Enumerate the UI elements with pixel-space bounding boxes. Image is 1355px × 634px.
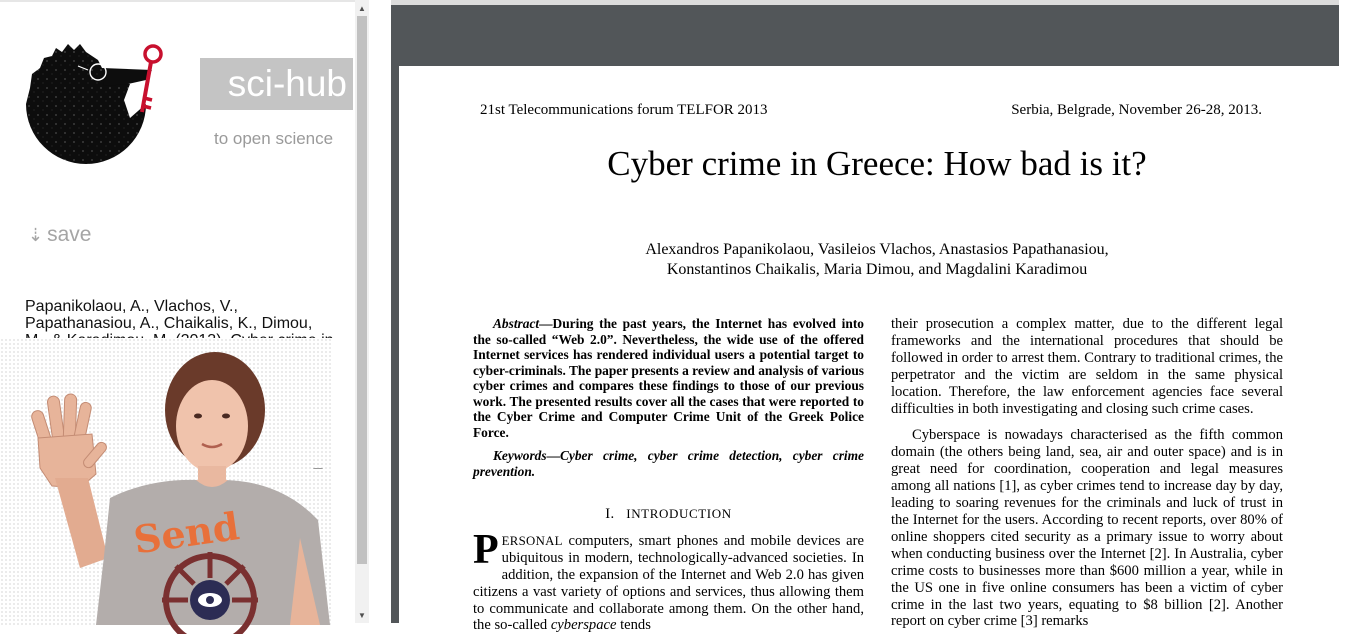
brand-title[interactable]: sci-hub [200, 58, 353, 110]
viewer-top-border [391, 0, 1339, 5]
pdf-viewer[interactable] [391, 0, 1339, 634]
keywords: Keywords—Cyber crime, cyber crime detection, cyber crime prevention. [473, 448, 864, 479]
intro-text-b: tends [616, 617, 651, 634]
body-paragraph-2: Cyberspace is nowadays characterised as the fifth common domain (the others being land, sea, air and outer space) and is in great need for coordination, cooperation and legal measures among all nations [1], as cyber crimes tend to increase day by day, leading to soaring revenues for the criminals and luck of trust in the Internet for the users. According to recent reports, over 80% of online shoppers cited security as a primary issue to worry about when conducting business over the Internet [2]. In Australia, cyber crime costs to businesses more than $600 million a year, while in the US one in five online consumers has been a victim of cyber crime in the last two years, equating to $8 billion [2]. Another report on cyber crime [3] remarks [891, 427, 1283, 630]
abstract-label: Abstract [493, 316, 540, 331]
body-paragraph-1: their prosecution a complex matter, due to the different legal frameworks and the international procedures that should be followed in order to arrest them. Contrary to traditional crimes, the perpetrator and the victim are seldom in the same physical location. Therefore, the law enforcement agencies face several difficulties in both investigating and closing such crime cases. [891, 316, 1283, 417]
scroll-up-arrow-icon[interactable]: ▲ [358, 4, 366, 13]
citation-text: Papanikolaou, A., Vlachos, V., Papathanasiou, A., Chaikalis, K., Dimou, [25, 298, 313, 332]
paper-title: Cyber crime in Greece: How bad is it? [607, 144, 1147, 183]
waving-hand [30, 394, 108, 488]
down-arrow-icon: ⇣ [28, 225, 44, 245]
section-title: INTRODUCTION [626, 506, 732, 521]
left-column [473, 316, 864, 634]
drop-cap: P [473, 526, 499, 573]
intro-paragraph [473, 526, 864, 634]
right-column [891, 316, 1283, 630]
abstract [473, 316, 864, 440]
conference-location-date: Serbia, Belgrade, November 26-28, 2013. [1011, 102, 1262, 118]
save-button[interactable] [28, 223, 91, 247]
avatar-illustration [0, 338, 333, 625]
scrollbar-thumb[interactable] [357, 16, 367, 564]
sci-hub-raven-logo[interactable] [18, 40, 183, 170]
viewer-gap [369, 0, 391, 623]
sidebar-scrollbar[interactable] [355, 0, 369, 623]
save-label: save [47, 223, 92, 246]
avatar-video-overlay [0, 338, 333, 625]
section-heading [473, 506, 864, 523]
conference-name: 21st Telecommunications forum TELFOR 2013 [480, 102, 768, 118]
intro-text-em: cyberspace [550, 617, 617, 634]
citation-overflow-marker [318, 453, 334, 471]
author-list [399, 240, 1355, 280]
sidebar [0, 0, 355, 623]
authors-line-2: Konstantinos Chaikalis, Maria Dimou, and Magdalini Karadimou [666, 261, 1088, 278]
svg-text:Send: Send [130, 503, 242, 563]
authors-line-1: Alexandros Papanikolaou, Vasileios Vlachos, Anastasios Papathanasiou, [645, 241, 1109, 258]
intro-smallcaps: ERSONAL [501, 533, 563, 548]
section-number: I. [605, 506, 615, 522]
tagline: to open science [214, 129, 334, 148]
intro-text-a: computers, smart phones and mobile devices are ubiquitous in modern, technologically-advanced societies. In addition, the expansion of the Internet and Web 2.0 has given citizens a vast variety of options and services, thus allowing them to communicate and collaborate among them. On the other hand, the so-called [473, 532, 864, 634]
scroll-down-arrow-icon[interactable]: ▼ [358, 611, 366, 620]
pdf-page [399, 66, 1339, 634]
abstract-text: —During the past years, the Internet has evolved into the so-called “Web 2.0”. Nevertheless, the wide use of the offered Internet services has rendered individual users a potential target to cyber-criminals. The paper presents a review and analysis of various cyber crimes and compares these findings to those of our previous work. The presented results cover all the cases that were reported to the Cyber Crime and Computer Crime Unit of the Greek Police Force. [473, 316, 864, 440]
